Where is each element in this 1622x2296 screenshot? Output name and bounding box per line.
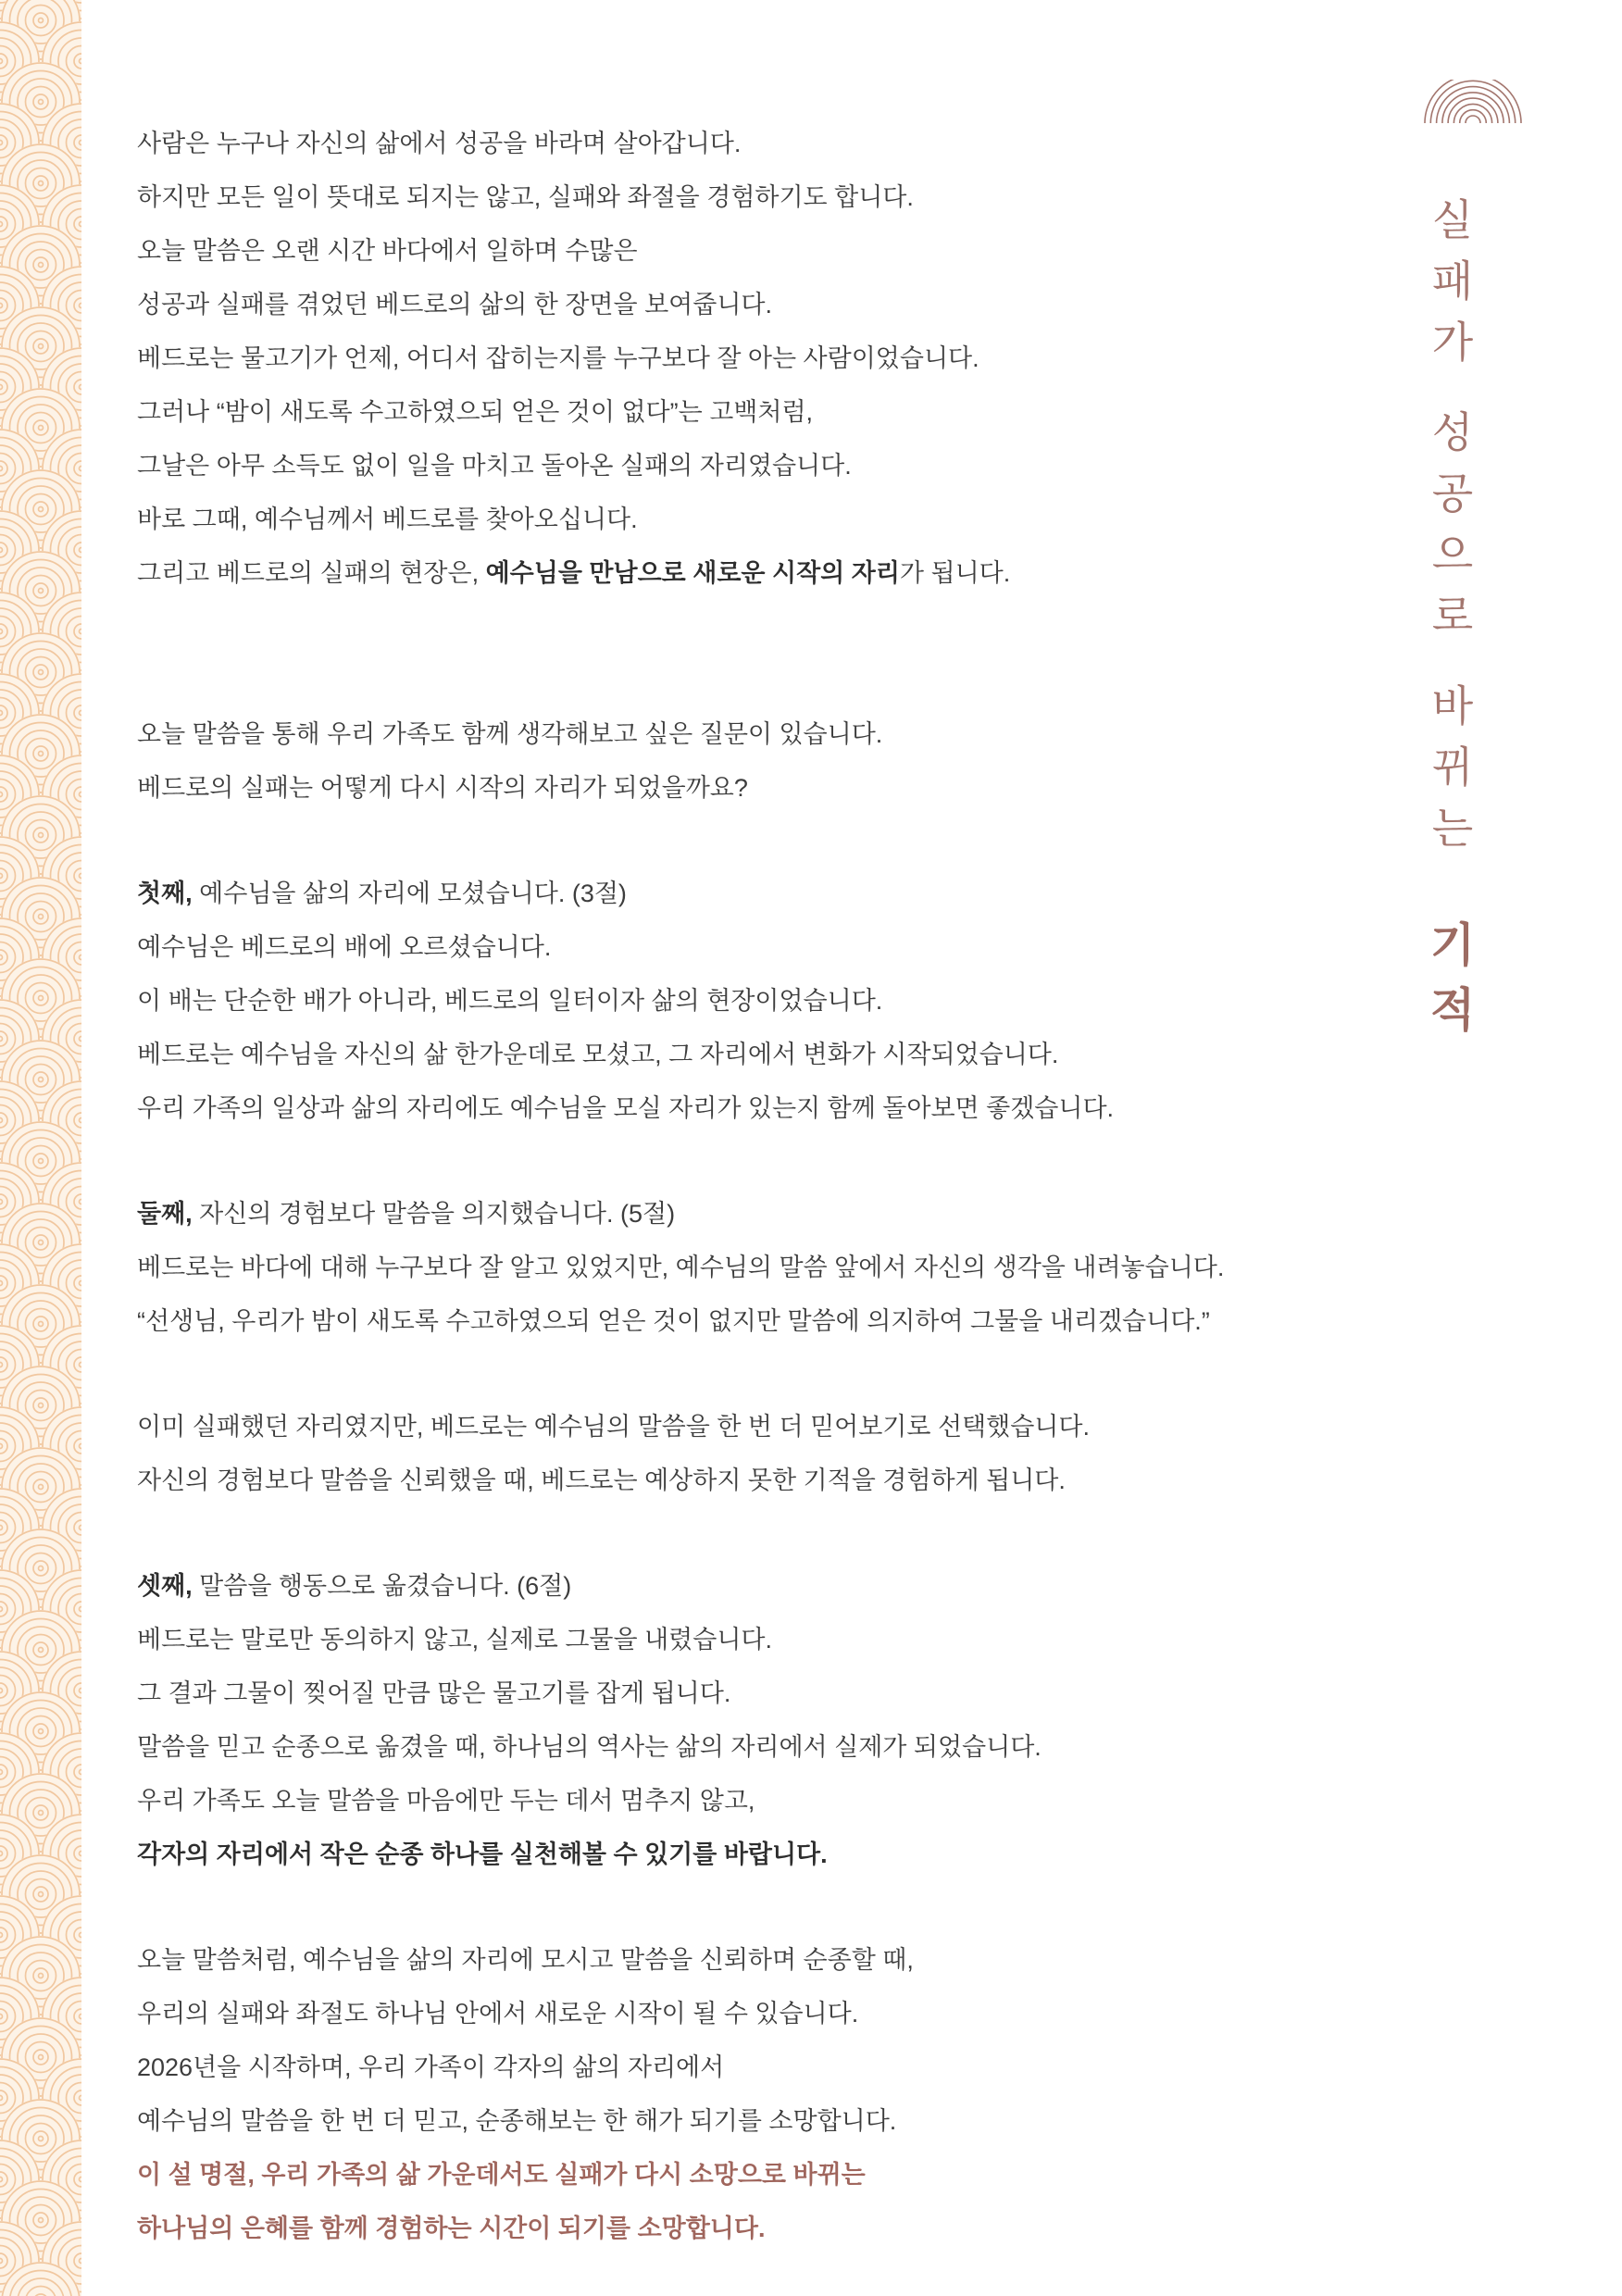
text-line: 베드로는 바다에 대해 누구보다 잘 알고 있었지만, 예수님의 말씀 앞에서 자신의 생각을 내려놓습니다. [137, 1254, 1225, 1281]
seigaiha-pattern-strip [0, 0, 81, 2296]
paragraph-trust [137, 1400, 1415, 1507]
page-title-vertical [1416, 139, 1531, 1120]
text-line: 오늘 말씀을 통해 우리 가족도 함께 생각해보고 싶은 질문이 있습니다. [137, 720, 883, 748]
section-second [137, 1187, 1415, 1348]
text-line: 성공과 실패를 겪었던 베드로의 삶의 한 장면을 보여줍니다. [137, 291, 772, 318]
accent-line: 하나님의 은혜를 함께 경험하는 시간이 되기를 소망합니다. [137, 2215, 766, 2242]
text-line: 베드로는 말로만 동의하지 않고, 실제로 그물을 내렸습니다. [137, 1626, 772, 1653]
text-line: 예수님은 베드로의 배에 오르셨습니다. [137, 933, 552, 961]
emphasis-text: 예수님을 만남으로 새로운 시작의 자리 [485, 559, 900, 587]
section-heading: 둘째, 자신의 경험보다 말씀을 의지했습니다. (5절) [137, 1200, 676, 1228]
page-title-bold: 기적 [1423, 919, 1475, 1050]
text-line: 베드로의 실패는 어떻게 다시 시작의 자리가 되었을까요? [137, 774, 748, 802]
accent-line: 이 설 명절, 우리 가족의 삶 가운데서도 실패가 다시 소망으로 바뀌는 [137, 2161, 866, 2189]
paragraph-intro [137, 117, 1415, 600]
text-line: 우리 가족도 오늘 말씀을 마음에만 두는 데서 멈추지 않고, [137, 1787, 755, 1815]
text-line: 그날은 아무 소득도 없이 일을 마치고 돌아온 실패의 자리였습니다. [137, 452, 852, 480]
text-line: 우리의 실패와 좌절도 하나님 안에서 새로운 시작이 될 수 있습니다. [137, 2000, 859, 2028]
section-heading: 첫째, 예수님을 삶의 자리에 모셨습니다. (3절) [137, 880, 627, 907]
text-line: 베드로는 물고기가 언제, 어디서 잡히는지를 누구보다 잘 아는 사람이었습니다. [137, 344, 979, 372]
paragraph-closing [137, 1933, 1415, 2255]
text-line: “선생님, 우리가 밤이 새도록 수고하였으되 얻은 것이 없지만 말씀에 의지하여 그물을 내리겠습니다.” [137, 1307, 1210, 1335]
text-line: 이미 실패했던 자리였지만, 베드로는 예수님의 말씀을 한 번 더 믿어보기로 선택했습니다. [137, 1413, 1090, 1441]
text-line: 바로 그때, 예수님께서 베드로를 찾아오십니다. [137, 505, 638, 533]
text-line: 예수님의 말씀을 한 번 더 믿고, 순종해보는 한 해가 되기를 소망합니다. [137, 2107, 897, 2135]
text-line: 이 배는 단순한 배가 아니라, 베드로의 일터이자 삶의 현장이었습니다. [137, 987, 883, 1015]
text-line: 오늘 말씀처럼, 예수님을 삶의 자리에 모시고 말씀을 신뢰하며 순종할 때, [137, 1946, 914, 1974]
text-line: 그 결과 그물이 찢어질 만큼 많은 물고기를 잡게 됩니다. [137, 1679, 731, 1707]
text-line: 말씀을 믿고 순종으로 옮겼을 때, 하나님의 역사는 삶의 자리에서 실제가 되었습니다. [137, 1733, 1042, 1761]
section-first [137, 867, 1415, 1135]
text-line: 하지만 모든 일이 뜻대로 되지는 않고, 실패와 좌절을 경험하기도 합니다. [137, 183, 914, 211]
text-line-mixed: 그리고 베드로의 실패의 현장은, 예수님을 만남으로 새로운 시작의 자리가 됩니다. [137, 559, 1011, 587]
section-third [137, 1559, 1415, 1881]
rainbow-arcs-icon [1420, 80, 1526, 124]
text-line: 우리 가족의 일상과 삶의 자리에도 예수님을 모실 자리가 있는지 함께 돌아보면 좋겠습니다. [137, 1094, 1115, 1122]
text-line: 베드로는 예수님을 자신의 삶 한가운데로 모셨고, 그 자리에서 변화가 시작되었습니다. [137, 1041, 1059, 1068]
section-number: 셋째, [137, 1572, 193, 1600]
body-text-column [137, 117, 1415, 2255]
page-title-regular: 실패가 성공으로 바뀌는 [1426, 197, 1473, 896]
text-line: 자신의 경험보다 말씀을 신뢰했을 때, 베드로는 예상하지 못한 기적을 경험하게 됩니다. [137, 1466, 1066, 1494]
text-line: 사람은 누구나 자신의 삶에서 성공을 바라며 살아갑니다. [137, 130, 742, 157]
text-line: 그러나 “밤이 새도록 수고하였으되 얻은 것이 없다”는 고백처럼, [137, 398, 814, 426]
emphasis-line: 각자의 자리에서 작은 순종 하나를 실천해볼 수 있기를 바랍니다. [137, 1841, 828, 1868]
section-heading: 셋째, 말씀을 행동으로 옮겼습니다. (6절) [137, 1572, 572, 1600]
paragraph-question [137, 707, 1415, 815]
text-line: 오늘 말씀은 오랜 시간 바다에서 일하며 수많은 [137, 237, 638, 265]
text-line: 2026년을 시작하며, 우리 가족이 각자의 삶의 자리에서 [137, 2053, 725, 2081]
section-number: 첫째, [137, 880, 193, 907]
section-number: 둘째, [137, 1200, 193, 1228]
